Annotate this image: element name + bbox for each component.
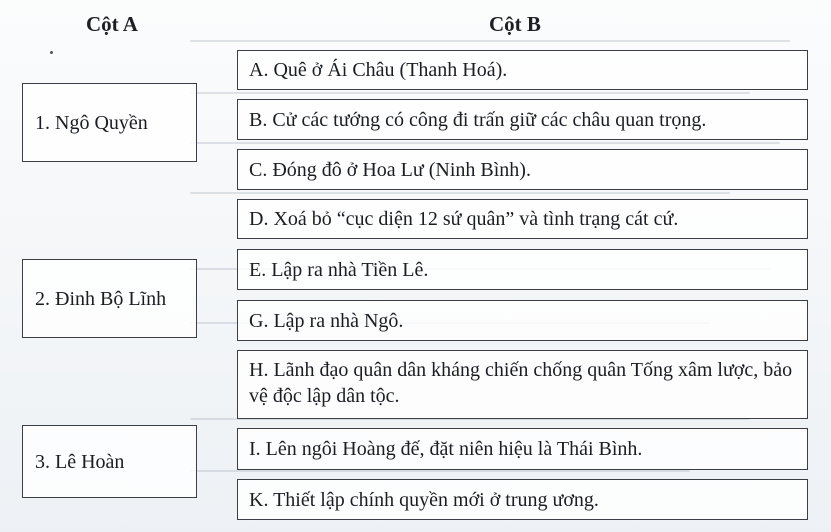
background-bleed-line (190, 470, 690, 472)
column-b-item-a: A. Quê ở Ái Châu (Thanh Hoá). (237, 50, 808, 90)
column-a-item-2: 2. Đinh Bộ Lĩnh (22, 259, 197, 338)
column-b-item-h: H. Lãnh đạo quân dân kháng chiến chống quân Tống xâm lược, bảo vệ độc lập dân tộc. (237, 350, 808, 419)
column-b-item-b: B. Cử các tướng có công đi trấn giữ các châu quan trọng. (237, 99, 808, 140)
column-b-item-e: E. Lập ra nhà Tiền Lê. (237, 249, 808, 290)
column-a-heading: Cột A (86, 12, 138, 36)
stray-dot (50, 51, 53, 54)
column-b-item-c: C. Đóng đô ở Hoa Lư (Ninh Bình). (237, 149, 808, 190)
column-b-item-k: K. Thiết lập chính quyền mới ở trung ương. (237, 479, 808, 520)
column-a-item-3: 3. Lê Hoàn (22, 425, 197, 498)
background-bleed-line (190, 40, 790, 42)
column-b-item-g: G. Lập ra nhà Ngô. (237, 300, 808, 341)
column-b-item-d: D. Xoá bỏ “cục diện 12 sứ quân” và tình trạng cát cứ. (237, 199, 808, 239)
column-a-item-1: 1. Ngô Quyền (22, 83, 197, 162)
column-b-heading: Cột B (489, 12, 541, 36)
background-bleed-line (190, 192, 730, 194)
column-b-item-i: I. Lên ngôi Hoàng đế, đặt niên hiệu là Thái Bình. (237, 428, 808, 470)
background-bleed-line (190, 92, 750, 94)
background-bleed-line (190, 142, 780, 144)
